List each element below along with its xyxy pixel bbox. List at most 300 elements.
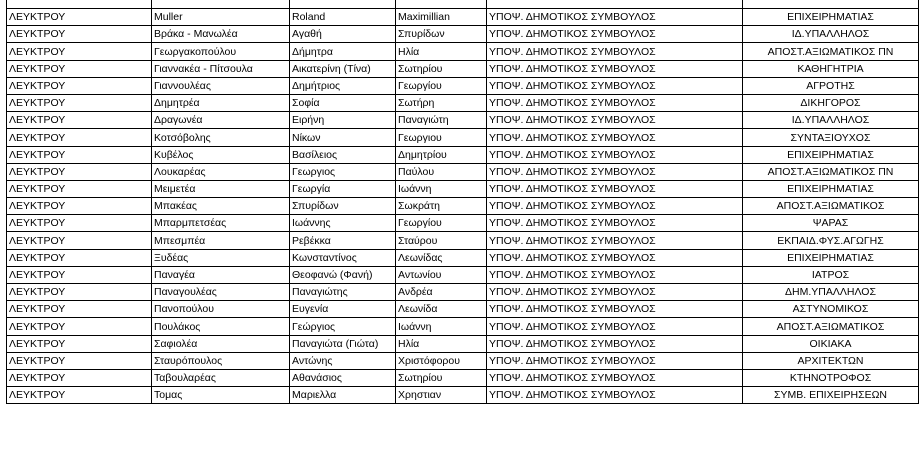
cell-area-text: ΛΕΥΚΤΡΟΥ bbox=[9, 234, 66, 247]
cell-father-name[interactable] bbox=[396, 112, 487, 129]
cell-candidacy[interactable] bbox=[487, 112, 743, 129]
cell-candidacy-text: ΥΠΟΨ. ΔΗΜΟΤΙΚΟΣ ΣΥΜΒΟΥΛΟΣ bbox=[489, 372, 656, 385]
cell-candidacy-text: ΥΠΟΨ. ΔΗΜΟΤΙΚΟΣ ΣΥΜΒΟΥΛΟΣ bbox=[489, 200, 656, 213]
cell-surname[interactable] bbox=[152, 369, 290, 386]
cell-father-name[interactable] bbox=[396, 369, 487, 386]
cell-area[interactable] bbox=[7, 26, 152, 43]
cell-occupation-text: ΙΔ.ΥΠΑΛΛΗΛΟΣ bbox=[791, 114, 870, 127]
cell-first-name-text: Αικατερίνη (Τίνα) bbox=[292, 62, 371, 75]
cell-candidacy[interactable] bbox=[487, 9, 743, 26]
cell-area-text: ΛΕΥΚΤΡΟΥ bbox=[9, 372, 66, 385]
table-row bbox=[7, 318, 919, 335]
header-cell[interactable] bbox=[487, 0, 743, 9]
cell-father-name-text: Ιωάννη bbox=[398, 183, 432, 196]
cell-occupation-text: ΑΠΟΣΤ.ΑΞΙΩΜΑΤΙΚΟΣ bbox=[776, 200, 885, 213]
cell-occupation[interactable] bbox=[743, 284, 919, 301]
cell-candidacy-text: ΥΠΟΨ. ΔΗΜΟΤΙΚΟΣ ΣΥΜΒΟΥΛΟΣ bbox=[489, 234, 656, 247]
cell-area[interactable] bbox=[7, 9, 152, 26]
cell-father-name-text: Παναγιώτη bbox=[398, 114, 449, 127]
cell-surname-text: Μπεσμπέα bbox=[154, 234, 206, 247]
cell-first-name-text: Παναγιώτα (Γιώτα) bbox=[292, 337, 379, 350]
cell-first-name[interactable] bbox=[290, 352, 396, 369]
table-row bbox=[7, 9, 919, 26]
cell-area[interactable] bbox=[7, 266, 152, 283]
cell-candidacy[interactable] bbox=[487, 318, 743, 335]
cell-first-name-text: Δημήτριος bbox=[292, 79, 341, 92]
cell-area-text: ΛΕΥΚΤΡΟΥ bbox=[9, 217, 66, 230]
cell-surname-text: Μπαρμπετσέας bbox=[154, 217, 227, 230]
cell-occupation[interactable] bbox=[743, 26, 919, 43]
table-row bbox=[7, 249, 919, 266]
cell-first-name[interactable] bbox=[290, 198, 396, 215]
cell-first-name[interactable] bbox=[290, 163, 396, 180]
cell-surname[interactable] bbox=[152, 112, 290, 129]
cell-area[interactable] bbox=[7, 163, 152, 180]
cell-surname-text: Δραγωνέα bbox=[154, 114, 203, 127]
cell-area-text: ΛΕΥΚΤΡΟΥ bbox=[9, 165, 66, 178]
cell-father-name[interactable] bbox=[396, 335, 487, 352]
cell-father-name[interactable] bbox=[396, 9, 487, 26]
cell-occupation[interactable] bbox=[743, 146, 919, 163]
cell-first-name-text: Ειρήνη bbox=[292, 114, 325, 127]
cell-area[interactable] bbox=[7, 249, 152, 266]
cell-surname-text: Μπακέας bbox=[154, 200, 197, 213]
cell-area-text: ΛΕΥΚΤΡΟΥ bbox=[9, 354, 66, 367]
cell-surname-text: Γεωργακοπούλου bbox=[154, 45, 237, 58]
cell-first-name[interactable] bbox=[290, 318, 396, 335]
cell-candidacy[interactable] bbox=[487, 163, 743, 180]
cell-first-name-text: Νίκων bbox=[292, 131, 321, 144]
cell-father-name-text: Σωκράτη bbox=[398, 200, 440, 213]
table-row bbox=[7, 266, 919, 283]
cell-occupation-text: ΑΠΟΣΤ.ΑΞΙΩΜΑΤΙΚΟΣ ΠΝ bbox=[767, 45, 894, 58]
cell-first-name[interactable] bbox=[290, 180, 396, 197]
cell-first-name[interactable] bbox=[290, 146, 396, 163]
cell-candidacy[interactable] bbox=[487, 301, 743, 318]
cell-surname[interactable] bbox=[152, 266, 290, 283]
cell-surname[interactable] bbox=[152, 77, 290, 94]
cell-first-name-text: Roland bbox=[292, 11, 326, 24]
cell-surname[interactable] bbox=[152, 9, 290, 26]
cell-area[interactable] bbox=[7, 180, 152, 197]
cell-first-name[interactable] bbox=[290, 232, 396, 249]
cell-candidacy[interactable] bbox=[487, 352, 743, 369]
cell-occupation[interactable] bbox=[743, 180, 919, 197]
cell-area[interactable] bbox=[7, 43, 152, 60]
cell-area[interactable] bbox=[7, 129, 152, 146]
cell-surname[interactable] bbox=[152, 163, 290, 180]
cell-surname-text: Δημητρέα bbox=[154, 97, 200, 110]
cell-occupation[interactable] bbox=[743, 9, 919, 26]
cell-father-name[interactable] bbox=[396, 146, 487, 163]
cell-candidacy-text: ΥΠΟΨ. ΔΗΜΟΤΙΚΟΣ ΣΥΜΒΟΥΛΟΣ bbox=[489, 45, 656, 58]
cell-area[interactable] bbox=[7, 369, 152, 386]
cell-surname-text: Μειμετέα bbox=[154, 183, 196, 196]
cell-candidacy-text: ΥΠΟΨ. ΔΗΜΟΤΙΚΟΣ ΣΥΜΒΟΥΛΟΣ bbox=[489, 28, 656, 41]
cell-surname[interactable] bbox=[152, 335, 290, 352]
cell-first-name-text: Σπυρίδων bbox=[292, 200, 339, 213]
cell-father-name-text: Ηλία bbox=[398, 337, 420, 350]
cell-father-name[interactable] bbox=[396, 232, 487, 249]
cell-first-name-text: Σοφία bbox=[292, 97, 320, 110]
table-row bbox=[7, 94, 919, 111]
cell-first-name-text: Ευγενία bbox=[292, 303, 329, 316]
cell-occupation-text: ΙΑΤΡΟΣ bbox=[811, 269, 850, 281]
cell-area[interactable] bbox=[7, 301, 152, 318]
table-row bbox=[7, 26, 919, 43]
cell-candidacy[interactable] bbox=[487, 77, 743, 94]
cell-candidacy-text: ΥΠΟΨ. ΔΗΜΟΤΙΚΟΣ ΣΥΜΒΟΥΛΟΣ bbox=[489, 97, 656, 110]
cell-first-name-text: Γεωργία bbox=[292, 183, 331, 196]
cell-father-name[interactable] bbox=[396, 301, 487, 318]
cell-first-name[interactable] bbox=[290, 335, 396, 352]
cell-candidacy[interactable] bbox=[487, 369, 743, 386]
table-row bbox=[7, 284, 919, 301]
cell-father-name[interactable] bbox=[396, 180, 487, 197]
cell-candidacy-text: ΥΠΟΨ. ΔΗΜΟΤΙΚΟΣ ΣΥΜΒΟΥΛΟΣ bbox=[489, 251, 656, 264]
table-row bbox=[7, 77, 919, 94]
cell-surname-text: Παναγέα bbox=[154, 269, 195, 281]
cell-occupation-text: ΣΥΜΒ. ΕΠΙΧΕΙΡΗΣΕΩΝ bbox=[773, 389, 888, 402]
cell-father-name-text: Παύλου bbox=[398, 165, 435, 178]
cell-area[interactable] bbox=[7, 112, 152, 129]
cell-surname[interactable] bbox=[152, 301, 290, 318]
cell-occupation-text: ΕΠΙΧΕΙΡΗΜΑΤΙΑΣ bbox=[787, 11, 874, 24]
cell-candidacy[interactable] bbox=[487, 26, 743, 43]
cell-first-name-text: Δήμητρα bbox=[292, 45, 333, 58]
cell-occupation-text: ΑΓΡΟΤΗΣ bbox=[806, 79, 855, 92]
cell-father-name[interactable] bbox=[396, 249, 487, 266]
cell-occupation[interactable] bbox=[743, 318, 919, 335]
cell-surname[interactable] bbox=[152, 318, 290, 335]
cell-area[interactable] bbox=[7, 215, 152, 232]
cell-occupation-text: ΙΔ.ΥΠΑΛΛΗΛΟΣ bbox=[791, 28, 870, 41]
cell-father-name[interactable] bbox=[396, 284, 487, 301]
cell-candidacy-text: ΥΠΟΨ. ΔΗΜΟΤΙΚΟΣ ΣΥΜΒΟΥΛΟΣ bbox=[489, 286, 656, 299]
cell-first-name[interactable] bbox=[290, 9, 396, 26]
cell-candidacy-text: ΥΠΟΨ. ΔΗΜΟΤΙΚΟΣ ΣΥΜΒΟΥΛΟΣ bbox=[489, 389, 656, 402]
cell-occupation[interactable] bbox=[743, 352, 919, 369]
cell-area-text: ΛΕΥΚΤΡΟΥ bbox=[9, 183, 66, 196]
header-cell[interactable] bbox=[743, 0, 919, 9]
table-row bbox=[7, 180, 919, 197]
cell-area[interactable] bbox=[7, 352, 152, 369]
table-row bbox=[7, 352, 919, 369]
cell-occupation-text: ΑΠΟΣΤ.ΑΞΙΩΜΑΤΙΚΟΣ bbox=[776, 320, 885, 333]
header-cell[interactable] bbox=[152, 0, 290, 9]
cell-candidacy[interactable] bbox=[487, 146, 743, 163]
cell-area-text: ΛΕΥΚΤΡΟΥ bbox=[9, 320, 66, 333]
cell-first-name[interactable] bbox=[290, 112, 396, 129]
cell-area[interactable] bbox=[7, 77, 152, 94]
cell-occupation-text: ΕΚΠΑΙΔ.ΦΥΣ.ΑΓΩΓΗΣ bbox=[777, 234, 884, 247]
cell-occupation[interactable] bbox=[743, 369, 919, 386]
cell-surname-text: Λουκαρέας bbox=[154, 165, 206, 178]
cell-father-name-text: Σωτήρη bbox=[398, 97, 435, 110]
table-row bbox=[7, 369, 919, 386]
cell-candidacy-text: ΥΠΟΨ. ΔΗΜΟΤΙΚΟΣ ΣΥΜΒΟΥΛΟΣ bbox=[489, 217, 656, 230]
cell-first-name-text: Γεωργιος bbox=[292, 165, 336, 178]
cell-area-text: ΛΕΥΚΤΡΟΥ bbox=[9, 251, 66, 264]
cell-area[interactable] bbox=[7, 318, 152, 335]
cell-occupation-text: ΕΠΙΧΕΙΡΗΜΑΤΙΑΣ bbox=[787, 183, 874, 196]
cell-occupation[interactable] bbox=[743, 112, 919, 129]
cell-father-name-text: Maximillian bbox=[398, 11, 450, 24]
cell-area[interactable] bbox=[7, 146, 152, 163]
cell-surname[interactable] bbox=[152, 129, 290, 146]
cell-surname-text: Muller bbox=[154, 11, 183, 24]
cell-occupation-text: ΑΠΟΣΤ.ΑΞΙΩΜΑΤΙΚΟΣ ΠΝ bbox=[767, 165, 894, 178]
table-row bbox=[7, 43, 919, 60]
table-row bbox=[7, 112, 919, 129]
cell-surname[interactable] bbox=[152, 94, 290, 111]
cell-candidacy[interactable] bbox=[487, 266, 743, 283]
cell-first-name-text: Παναγιώτης bbox=[292, 286, 348, 299]
cell-occupation[interactable] bbox=[743, 387, 919, 404]
cell-surname-text: Βράκα - Μανωλέα bbox=[154, 28, 238, 41]
cell-first-name[interactable] bbox=[290, 387, 396, 404]
cell-father-name[interactable] bbox=[396, 215, 487, 232]
cell-first-name-text: Βασίλειος bbox=[292, 148, 338, 161]
cell-candidacy-text: ΥΠΟΨ. ΔΗΜΟΤΙΚΟΣ ΣΥΜΒΟΥΛΟΣ bbox=[489, 337, 656, 350]
cell-occupation[interactable] bbox=[743, 198, 919, 215]
cell-first-name[interactable] bbox=[290, 249, 396, 266]
cell-first-name[interactable] bbox=[290, 43, 396, 60]
cell-first-name[interactable] bbox=[290, 26, 396, 43]
cell-occupation-text: ΑΡΧΙΤΕΚΤΩΝ bbox=[797, 354, 864, 367]
cell-candidacy-text: ΥΠΟΨ. ΔΗΜΟΤΙΚΟΣ ΣΥΜΒΟΥΛΟΣ bbox=[489, 303, 656, 316]
cell-father-name[interactable] bbox=[396, 43, 487, 60]
table-body bbox=[7, 0, 919, 404]
cell-candidacy[interactable] bbox=[487, 180, 743, 197]
cell-occupation-text: ΣΥΝΤΑΞΙΟΥΧΟΣ bbox=[790, 131, 871, 144]
cell-surname[interactable] bbox=[152, 215, 290, 232]
cell-candidacy[interactable] bbox=[487, 232, 743, 249]
cell-first-name-text: Μαριελλα bbox=[292, 389, 337, 402]
cell-father-name[interactable] bbox=[396, 318, 487, 335]
cell-candidacy[interactable] bbox=[487, 249, 743, 266]
cell-surname[interactable] bbox=[152, 352, 290, 369]
cell-candidacy-text: ΥΠΟΨ. ΔΗΜΟΤΙΚΟΣ ΣΥΜΒΟΥΛΟΣ bbox=[489, 114, 656, 127]
cell-surname[interactable] bbox=[152, 284, 290, 301]
cell-surname-text: Κοτσόβολης bbox=[154, 131, 211, 144]
header-cell[interactable] bbox=[7, 0, 152, 9]
cell-candidacy-text: ΥΠΟΨ. ΔΗΜΟΤΙΚΟΣ ΣΥΜΒΟΥΛΟΣ bbox=[489, 165, 656, 178]
cell-occupation-text: ΔΗΜ.ΥΠΑΛΛΗΛΟΣ bbox=[785, 286, 876, 299]
cell-first-name[interactable] bbox=[290, 215, 396, 232]
table-row bbox=[7, 335, 919, 352]
cell-father-name-text: Σταύρου bbox=[398, 234, 438, 247]
cell-area-text: ΛΕΥΚΤΡΟΥ bbox=[9, 11, 66, 24]
candidates-table bbox=[6, 0, 919, 404]
cell-father-name[interactable] bbox=[396, 198, 487, 215]
cell-father-name[interactable] bbox=[396, 26, 487, 43]
cell-occupation[interactable] bbox=[743, 77, 919, 94]
cell-father-name-text: Ιωάννη bbox=[398, 320, 432, 333]
cell-father-name-text: Σπυρίδων bbox=[398, 28, 445, 41]
cell-father-name[interactable] bbox=[396, 163, 487, 180]
cell-surname-text: Παναγουλέας bbox=[154, 286, 217, 299]
cell-area-text: ΛΕΥΚΤΡΟΥ bbox=[9, 200, 66, 213]
cell-candidacy[interactable] bbox=[487, 43, 743, 60]
header-cell[interactable] bbox=[290, 0, 396, 9]
cell-surname-text: Σταυρόπουλος bbox=[154, 354, 223, 367]
cell-surname-text: Πανοπούλου bbox=[154, 303, 214, 316]
cell-area-text: ΛΕΥΚΤΡΟΥ bbox=[9, 148, 66, 161]
cell-candidacy-text: ΥΠΟΨ. ΔΗΜΟΤΙΚΟΣ ΣΥΜΒΟΥΛΟΣ bbox=[489, 354, 656, 367]
cell-candidacy-text: ΥΠΟΨ. ΔΗΜΟΤΙΚΟΣ ΣΥΜΒΟΥΛΟΣ bbox=[489, 320, 656, 333]
table-row bbox=[7, 301, 919, 318]
cell-candidacy-text: ΥΠΟΨ. ΔΗΜΟΤΙΚΟΣ ΣΥΜΒΟΥΛΟΣ bbox=[489, 62, 656, 75]
cell-area[interactable] bbox=[7, 387, 152, 404]
cell-father-name[interactable] bbox=[396, 266, 487, 283]
cell-area-text: ΛΕΥΚΤΡΟΥ bbox=[9, 269, 66, 281]
cell-father-name[interactable] bbox=[396, 94, 487, 111]
cell-surname-text: Τομας bbox=[154, 389, 183, 402]
cell-first-name[interactable] bbox=[290, 266, 396, 283]
table-row bbox=[7, 215, 919, 232]
cell-candidacy-text: ΥΠΟΨ. ΔΗΜΟΤΙΚΟΣ ΣΥΜΒΟΥΛΟΣ bbox=[489, 183, 656, 196]
cell-occupation[interactable] bbox=[743, 249, 919, 266]
cell-surname-text: Ξυδέας bbox=[154, 251, 189, 264]
cell-surname[interactable] bbox=[152, 198, 290, 215]
cell-area[interactable] bbox=[7, 198, 152, 215]
cell-candidacy[interactable] bbox=[487, 198, 743, 215]
cell-area-text: ΛΕΥΚΤΡΟΥ bbox=[9, 131, 66, 144]
cell-occupation-text: ΕΠΙΧΕΙΡΗΜΑΤΙΑΣ bbox=[787, 148, 874, 161]
cell-area-text: ΛΕΥΚΤΡΟΥ bbox=[9, 79, 66, 92]
cell-occupation-text: ΑΣΤΥΝΟΜΙΚΟΣ bbox=[792, 303, 869, 316]
cell-first-name[interactable] bbox=[290, 60, 396, 77]
cell-father-name-text: Γεωργίου bbox=[398, 79, 442, 92]
cell-surname-text: Σαφιολέα bbox=[154, 337, 198, 350]
cell-surname[interactable] bbox=[152, 249, 290, 266]
cell-area-text: ΛΕΥΚΤΡΟΥ bbox=[9, 286, 66, 299]
cell-surname[interactable] bbox=[152, 387, 290, 404]
cell-occupation-text: ΕΠΙΧΕΙΡΗΜΑΤΙΑΣ bbox=[787, 251, 874, 264]
header-row bbox=[7, 0, 919, 9]
cell-first-name[interactable] bbox=[290, 94, 396, 111]
cell-first-name-text: Αντώνης bbox=[292, 354, 333, 367]
cell-father-name-text: Ανδρέα bbox=[398, 286, 433, 299]
cell-candidacy[interactable] bbox=[487, 335, 743, 352]
cell-surname[interactable] bbox=[152, 180, 290, 197]
cell-first-name[interactable] bbox=[290, 284, 396, 301]
cell-candidacy[interactable] bbox=[487, 94, 743, 111]
cell-father-name[interactable] bbox=[396, 129, 487, 146]
cell-surname-text: Πουλάκος bbox=[154, 320, 201, 333]
cell-father-name-text: Γεωργίου bbox=[398, 217, 442, 230]
cell-father-name-text: Χριστόφορου bbox=[398, 354, 460, 367]
cell-area-text: ΛΕΥΚΤΡΟΥ bbox=[9, 28, 66, 41]
cell-father-name-text: Λεωνίδας bbox=[398, 251, 443, 264]
cell-area-text: ΛΕΥΚΤΡΟΥ bbox=[9, 114, 66, 127]
cell-occupation-text: ΔΙΚΗΓΟΡΟΣ bbox=[800, 97, 861, 110]
cell-area-text: ΛΕΥΚΤΡΟΥ bbox=[9, 62, 66, 75]
cell-first-name-text: Ρεβέκκα bbox=[292, 234, 331, 247]
cell-candidacy-text: ΥΠΟΨ. ΔΗΜΟΤΙΚΟΣ ΣΥΜΒΟΥΛΟΣ bbox=[489, 148, 656, 161]
cell-area[interactable] bbox=[7, 94, 152, 111]
header-cell[interactable] bbox=[396, 0, 487, 9]
cell-surname[interactable] bbox=[152, 43, 290, 60]
cell-occupation[interactable] bbox=[743, 301, 919, 318]
cell-occupation[interactable] bbox=[743, 266, 919, 283]
cell-first-name-text: Αγαθή bbox=[292, 28, 322, 41]
cell-first-name-text: Γεώργιος bbox=[292, 320, 336, 333]
cell-first-name-text: Θεοφανώ (Φανή) bbox=[292, 269, 373, 281]
cell-first-name[interactable] bbox=[290, 129, 396, 146]
cell-area-text: ΛΕΥΚΤΡΟΥ bbox=[9, 303, 66, 316]
cell-occupation-text: ΨΑΡΑΣ bbox=[812, 217, 849, 230]
cell-area-text: ΛΕΥΚΤΡΟΥ bbox=[9, 97, 66, 110]
cell-father-name[interactable] bbox=[396, 387, 487, 404]
cell-first-name[interactable] bbox=[290, 369, 396, 386]
cell-candidacy[interactable] bbox=[487, 60, 743, 77]
cell-occupation[interactable] bbox=[743, 215, 919, 232]
cell-occupation[interactable] bbox=[743, 60, 919, 77]
cell-area[interactable] bbox=[7, 232, 152, 249]
cell-father-name-text: Λεωνίδα bbox=[398, 303, 438, 316]
table-row bbox=[7, 387, 919, 404]
cell-occupation[interactable] bbox=[743, 94, 919, 111]
cell-occupation[interactable] bbox=[743, 129, 919, 146]
cell-area[interactable] bbox=[7, 335, 152, 352]
cell-candidacy-text: ΥΠΟΨ. ΔΗΜΟΤΙΚΟΣ ΣΥΜΒΟΥΛΟΣ bbox=[489, 269, 656, 281]
cell-candidacy[interactable] bbox=[487, 215, 743, 232]
cell-occupation[interactable] bbox=[743, 335, 919, 352]
cell-candidacy-text: ΥΠΟΨ. ΔΗΜΟΤΙΚΟΣ ΣΥΜΒΟΥΛΟΣ bbox=[489, 131, 656, 144]
cell-first-name[interactable] bbox=[290, 301, 396, 318]
cell-surname[interactable] bbox=[152, 146, 290, 163]
cell-first-name-text: Ιωάννης bbox=[292, 217, 331, 230]
cell-surname-text: Ταβουλαρέας bbox=[154, 372, 216, 385]
cell-father-name-text: Σωτηρίου bbox=[398, 372, 443, 385]
cell-surname-text: Γιαννακέα - Πίτσουλα bbox=[154, 62, 253, 75]
cell-occupation-text: ΚΑΘΗΓΗΤΡΙΑ bbox=[797, 62, 864, 75]
cell-area-text: ΛΕΥΚΤΡΟΥ bbox=[9, 389, 66, 402]
cell-candidacy[interactable] bbox=[487, 129, 743, 146]
cell-father-name[interactable] bbox=[396, 77, 487, 94]
table-row bbox=[7, 129, 919, 146]
table-row bbox=[7, 60, 919, 77]
cell-occupation[interactable] bbox=[743, 43, 919, 60]
cell-surname-text: Γιαννουλέας bbox=[154, 79, 211, 92]
table-row bbox=[7, 198, 919, 215]
cell-candidacy[interactable] bbox=[487, 387, 743, 404]
cell-surname[interactable] bbox=[152, 60, 290, 77]
cell-occupation[interactable] bbox=[743, 163, 919, 180]
cell-candidacy[interactable] bbox=[487, 284, 743, 301]
cell-surname[interactable] bbox=[152, 232, 290, 249]
cell-father-name-text: Ηλία bbox=[398, 45, 420, 58]
cell-father-name-text: Αντωνίου bbox=[398, 269, 442, 281]
cell-first-name-text: Κωνσταντίνος bbox=[292, 251, 357, 264]
cell-surname[interactable] bbox=[152, 26, 290, 43]
cell-area-text: ΛΕΥΚΤΡΟΥ bbox=[9, 337, 66, 350]
cell-occupation-text: ΚΤΗΝΟΤΡΟΦΟΣ bbox=[789, 372, 872, 385]
cell-area-text: ΛΕΥΚΤΡΟΥ bbox=[9, 45, 66, 58]
cell-first-name[interactable] bbox=[290, 77, 396, 94]
table-row bbox=[7, 163, 919, 180]
cell-first-name-text: Αθανάσιος bbox=[292, 372, 342, 385]
cell-father-name[interactable] bbox=[396, 352, 487, 369]
cell-occupation[interactable] bbox=[743, 232, 919, 249]
cell-occupation-text: ΟΙΚΙΑΚΑ bbox=[809, 337, 852, 350]
cell-father-name[interactable] bbox=[396, 60, 487, 77]
cell-area[interactable] bbox=[7, 60, 152, 77]
cell-area[interactable] bbox=[7, 284, 152, 301]
cell-candidacy-text: ΥΠΟΨ. ΔΗΜΟΤΙΚΟΣ ΣΥΜΒΟΥΛΟΣ bbox=[489, 79, 656, 92]
